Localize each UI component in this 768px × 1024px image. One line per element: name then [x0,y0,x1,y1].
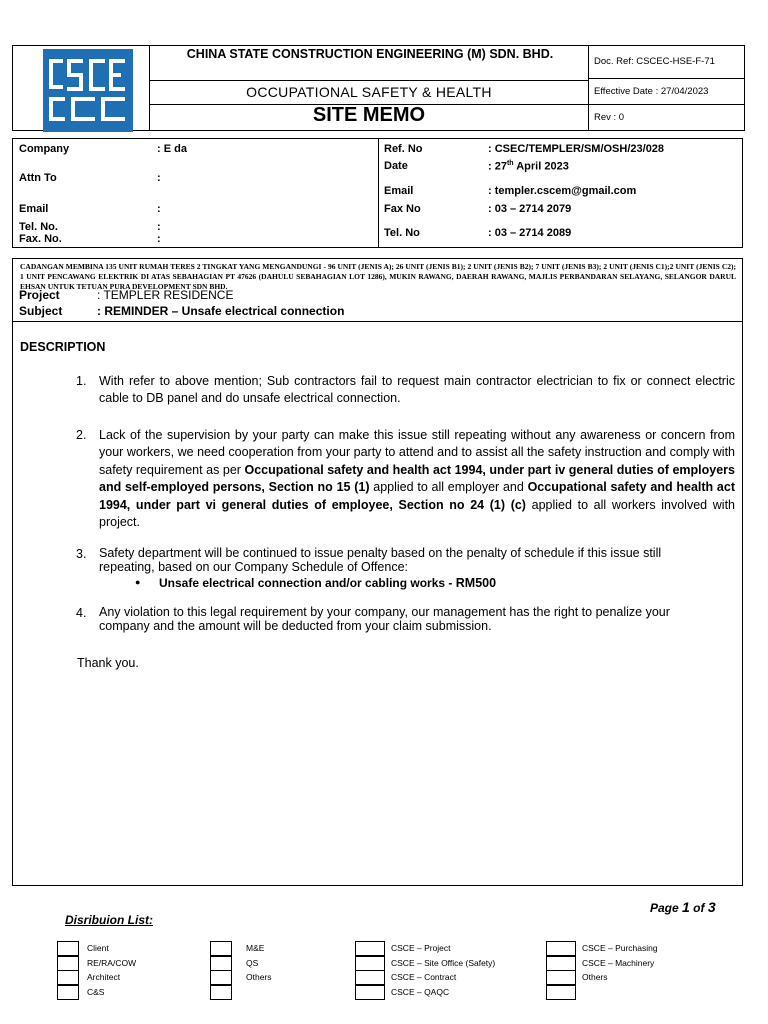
item-number: 2. [76,428,87,442]
penalty-item: Unsafe electrical connection and/or cabling works - RM500 [159,576,497,590]
bullet-icon: ● [135,577,141,587]
tel-no-label: Tel. No [384,227,420,239]
doc-ref: Doc. Ref: CSCEC-HSE-F-71 [594,56,715,67]
logo-cell [12,45,150,131]
distribution-checkbox[interactable] [546,941,576,956]
department-title: OCCUPATIONAL SAFETY & HEALTH [246,84,492,100]
distribution-item: Client [87,943,109,953]
distribution-item: CSCE – QAQC [391,987,450,997]
distribution-item: CSCE – Contract [391,972,457,982]
distribution-checkbox[interactable] [546,956,576,971]
distribution-checkbox[interactable] [57,941,79,956]
distribution-item: C&S [87,987,105,997]
item-number: 1. [76,374,87,388]
fax-no-value: : 03 – 2714 2079 [488,203,572,215]
distribution-checkbox[interactable] [210,941,232,956]
fax-value: : [157,233,161,245]
distribution-item: CSCE – Site Office (Safety) [391,958,496,968]
fax-label: Fax. No. [19,233,62,245]
distribution-checkbox[interactable] [355,970,385,985]
subject-value: : REMINDER – Unsafe electrical connection [97,304,345,318]
distribution-checkbox[interactable] [210,985,232,1000]
description-heading: DESCRIPTION [20,340,106,354]
date-label: Date [384,160,408,172]
divider [378,138,379,248]
distribution-list-title: Disribuion List: [65,913,153,927]
distribution-item: CSCE – Purchasing [582,943,658,953]
effective-date: Effective Date : 27/04/2023 [594,86,709,97]
distribution-checkbox[interactable] [546,970,576,985]
distribution-checkbox[interactable] [57,985,79,1000]
company-logo [43,49,133,132]
attn-value: : [157,172,161,184]
revision: Rev : 0 [594,112,625,123]
project-label: Project [19,288,60,302]
fax-no-label: Fax No [384,203,421,215]
distribution-item: Others [582,972,608,982]
memo-item-3: Safety department will be continued to issue penalty based on the penalty of schedule if this issue still repeating, based on our Company Schedule of Offence: [99,546,662,574]
document-type-title: SITE MEMO [312,104,426,126]
email-value: : [157,203,161,215]
subject-label: Subject [19,304,63,318]
page-number: Page 1 of 3 [650,899,716,915]
divider [588,78,745,79]
right-email-value: : templer.cscem@gmail.com [488,185,637,197]
distribution-checkbox[interactable] [210,970,232,985]
project-value: : TEMPLER RESIDENCE [97,288,234,302]
tel-label: Tel. No. [19,221,58,233]
memo-item-2: Lack of the supervision by your party can make this issue still repeating without any awareness or concern from your workers, we need cooperation from your party to attend and to assist all the safety instruction and comply with safety requirement as per Occupational safety and health act 1994, under part iv general duties of employers and self-employed persons, Section no 15 (1) applied to all employer and Occupational safety and health act 1994, under part vi general duties of employee, Section no 24 (1) (c) applied to all workers involved with project. [99,428,736,530]
email-label: Email [19,203,49,215]
distribution-item: CSCE – Project [391,943,451,953]
tel-no-value: : 03 – 2714 2089 [488,227,572,239]
cscec-logo-mark [43,49,133,132]
company-value: : E da [157,143,187,155]
date-value: : 27th April 2023 [488,160,569,173]
distribution-checkbox[interactable] [57,970,79,985]
closing-text: Thank you. [77,656,139,670]
tel-value: : [157,221,161,233]
right-email-label: Email [384,185,414,197]
distribution-checkbox[interactable] [355,941,385,956]
divider [149,80,589,81]
distribution-item: Others [246,972,272,982]
memo-item-1: With refer to above mention; Sub contractors fail to request main contractor electrician to fix or connect electric cable to DB panel and do unsafe electrical connection. [99,374,735,406]
item-number: 4. [76,606,87,620]
distribution-item: CSCE – Machinery [582,958,655,968]
attn-label: Attn To [19,172,57,184]
distribution-checkbox[interactable] [210,956,232,971]
distribution-item: RE/RA/COW [87,958,137,968]
memo-item-4: Any violation to this legal requirement by your company, our management has the right to penalize your company and the amount will be deducted from your claim submission. [99,605,670,633]
company-label: Company [19,143,70,155]
divider [588,104,745,105]
distribution-checkbox[interactable] [546,985,576,1000]
project-description: CADANGAN MEMBINA 135 UNIT RUMAH TERES 2 TINGKAT YANG MENGANDUNGI - 96 UNIT (JENIS A); 26 UNIT (JENIS B1); 2 UNIT (JENIS B2); 7 UNIT (JENIS B3); 2 UNIT (JENIS C1);2 UNIT (JENIS C2); 1 UNIT PENCAWANG ELEKTRIK DI ATAS SEBAHAGIAN PT 47626 (DAHULU SEBAHAGIAN LOT 1286), MUKIN RAWANG, DAERAH RAWANG, MAJLIS PERBANDARAN SELAYANG, SELANGOR DARUL EHSAN UNTUK TETUAN PURA DEVELOPMENT SDN BHD. [20,262,736,291]
distribution-checkbox[interactable] [57,956,79,971]
ref-value: : CSEC/TEMPLER/SM/OSH/23/028 [488,143,665,155]
distribution-item: M&E [246,943,265,953]
ref-label: Ref. No [384,143,423,155]
distribution-checkbox[interactable] [355,985,385,1000]
distribution-item: QS [246,958,259,968]
company-name: CHINA STATE CONSTRUCTION ENGINEERING (M) SDN. BHD. [186,47,554,61]
distribution-checkbox[interactable] [355,956,385,971]
distribution-item: Architect [87,972,121,982]
item-number: 3. [76,547,87,561]
